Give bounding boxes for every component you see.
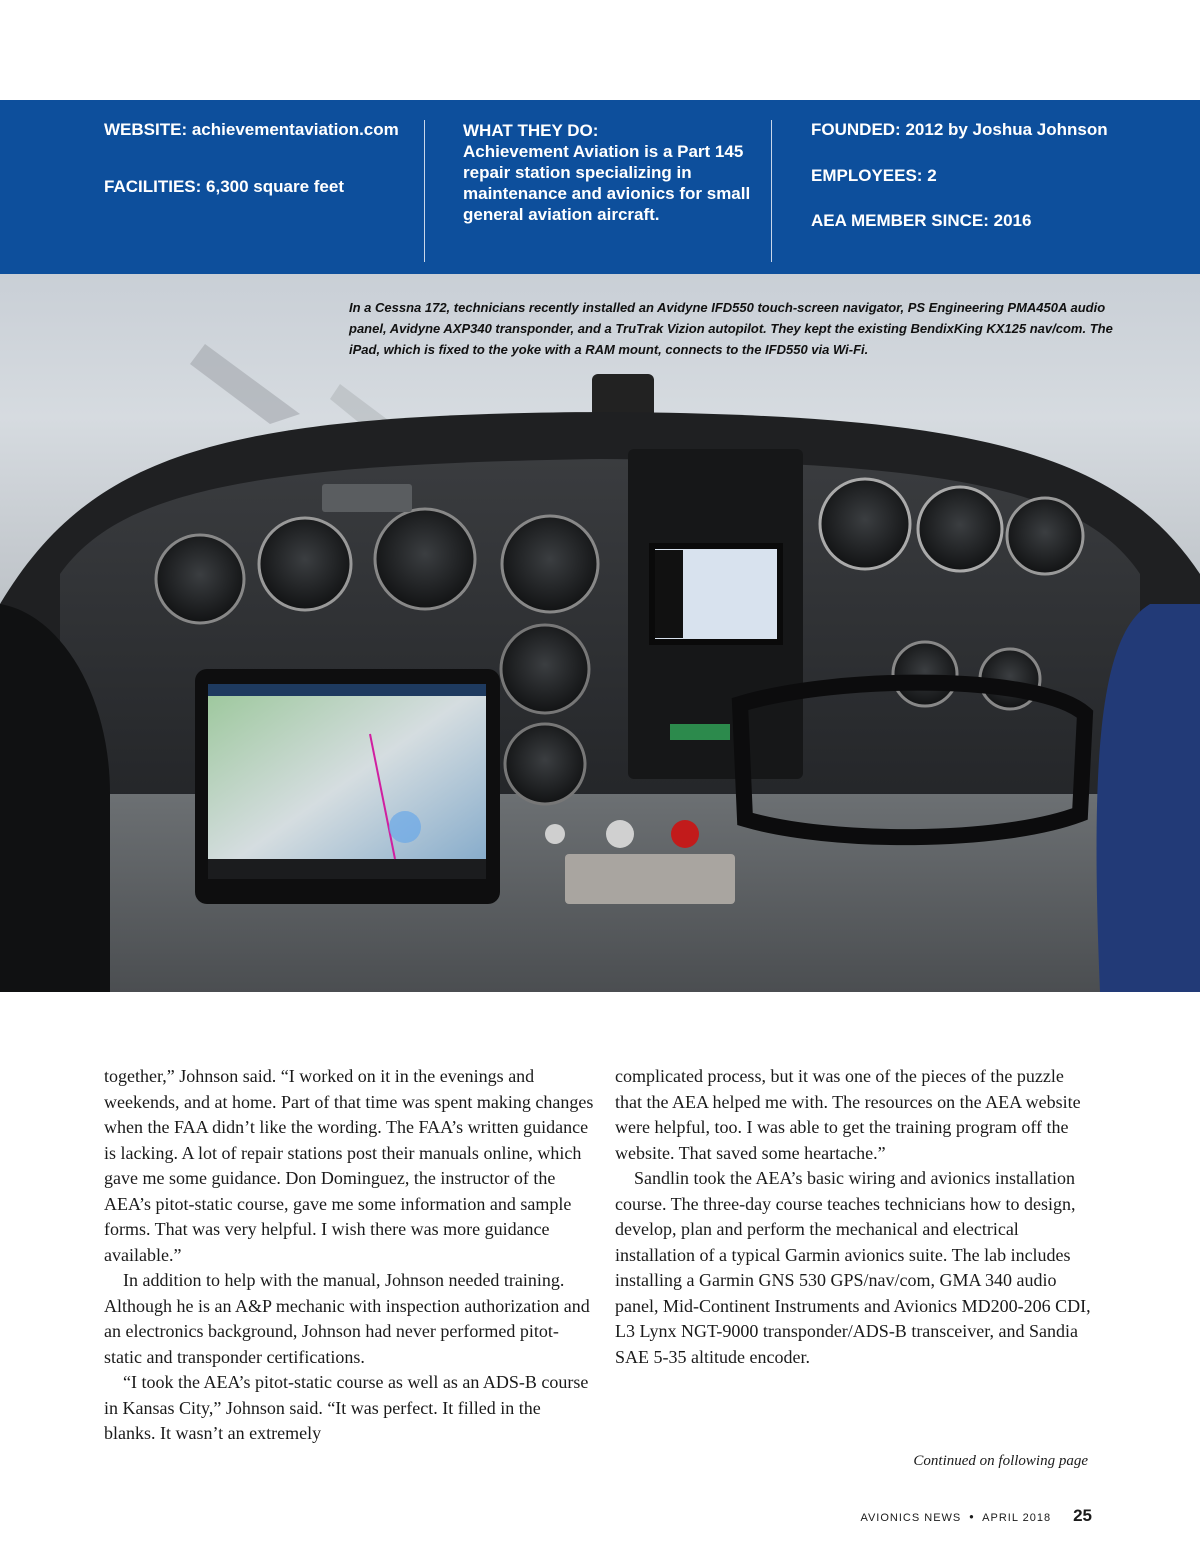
issue-date: APRIL 2018 <box>982 1512 1052 1524</box>
mixture-knob <box>671 820 699 848</box>
founded-label: FOUNDED: <box>811 120 901 139</box>
facilities-fact <box>104 177 344 197</box>
throttle-knob <box>606 820 634 848</box>
continued-note: Continued on following page <box>913 1453 1088 1469</box>
fact-column-1 <box>104 100 414 274</box>
suction-gauge <box>1007 498 1083 574</box>
clock-gauge <box>918 487 1002 571</box>
page-number: 25 <box>1073 1506 1092 1525</box>
photo-caption: In a Cessna 172, technicians recently installed an Avidyne IFD550 touch-screen navigator, PS Engineering PMA450A audio panel, Avidyne AXP340 transponder, and a TruTrak Vizion autopilot. They kept the existing BendixKing KX125 nav/com. The iPad, which is fixed to the yoke with a RAM mount, connects to the IFD550 via Wi-Fi. <box>349 300 1113 357</box>
fact-column-2 <box>463 100 763 274</box>
ipad-dock <box>208 859 486 879</box>
founded-value: 2012 by Joshua Johnson <box>905 120 1108 139</box>
transponder-display <box>670 724 730 740</box>
cdi-gauge <box>501 625 589 713</box>
hobbs-meter <box>322 484 412 512</box>
ipad-toolbar <box>208 684 486 696</box>
fuel-gauge <box>893 642 957 706</box>
article-column-right <box>615 1064 1095 1370</box>
airspace-ring <box>389 811 421 843</box>
member-value: 2016 <box>993 211 1032 230</box>
article-paragraph: Sandlin took the AEA’s basic wiring and avionics installation course. The three-day course teaches technicians how to design, develop, plan and perform the mechanical and electrical installation of a typical Garmin avionics suite. The lab includes installing a Garmin GNS 530 GPS/nav/com, GMA 340 audio panel, Mid-Continent Instruments and Avionics MD200-206 CDI, L3 Lynx NGT-9000 transponder/ADS-B transceiver, and Sandia SAE 5-35 altitude encoder. <box>615 1168 1091 1367</box>
vsi-gauge <box>505 724 585 804</box>
article-column-left <box>104 1064 594 1447</box>
article-paragraph: In addition to help with the manual, Johnson needed training. Although he is an A&P mechanic with inspection authorization and an electronics background, Johnson had never performed pitot-static and transponder certifications. <box>104 1270 590 1367</box>
facilities-label: FACILITIES: <box>104 177 202 196</box>
member-label: AEA MEMBER SINCE: <box>811 211 989 230</box>
cockpit-photo <box>0 274 1200 992</box>
company-fact-box <box>0 100 1200 274</box>
what-value: Achievement Aviation is a Part 145 repair station specializing in maintenance and avionics for small general aviation aircraft. <box>463 142 751 224</box>
employees-label: EMPLOYEES: <box>811 166 923 185</box>
propeller-blade <box>190 344 300 424</box>
founded-fact <box>811 120 1108 140</box>
employees-value: 2 <box>927 166 937 185</box>
control-knob <box>545 824 565 844</box>
magazine-name: AVIONICS NEWS <box>860 1512 962 1524</box>
fact-divider-1 <box>424 120 425 262</box>
website-label: WEBSITE: <box>104 120 188 139</box>
fact-divider-2 <box>771 120 772 262</box>
member-fact <box>811 211 1031 231</box>
fact-column-3 <box>811 100 1171 274</box>
attitude-gauge <box>375 509 475 609</box>
article-paragraph: together,” Johnson said. “I worked on it in the evenings and weekends, and at home. Part of that time was spent making changes when the FAA didn’t like the wording. The FAA’s written guidance is lacking. A lot of repair stations post their manuals online, which gave me some guidance. Don Dominguez, the instructor of the AEA’s pitot-static course, gave me some information and sample forms. That was very helpful. I wish there was more guidance available.” <box>104 1066 594 1265</box>
what-they-do-fact <box>463 120 763 225</box>
ipad-map-screen <box>208 684 486 879</box>
ifd550-frequencies <box>655 550 683 638</box>
website-value: achievementaviation.com <box>191 120 399 139</box>
gauge <box>156 535 244 623</box>
tachometer <box>820 479 910 569</box>
cockpit-illustration <box>0 274 1200 992</box>
airspeed-gauge <box>259 518 351 610</box>
website-fact <box>104 120 399 140</box>
what-label: WHAT THEY DO: <box>463 121 599 140</box>
facilities-value: 6,300 square feet <box>206 177 344 196</box>
employees-fact <box>811 166 937 186</box>
fuel-selector-placard <box>565 854 735 904</box>
page-footer <box>860 1506 1092 1526</box>
footer-bullet: • <box>969 1510 975 1524</box>
article-paragraph: complicated process, but it was one of the pieces of the puzzle that the AEA helped me with. The resources on the AEA website were helpful, too. I was able to get the training program off the website. That saved some heartache.” <box>615 1066 1081 1163</box>
article-paragraph: “I took the AEA’s pitot-static course as well as an ADS-B course in Kansas City,” Johnson said. “It was perfect. It filled in the blanks. It wasn’t an extremely <box>104 1372 589 1443</box>
altimeter-gauge <box>502 516 598 612</box>
